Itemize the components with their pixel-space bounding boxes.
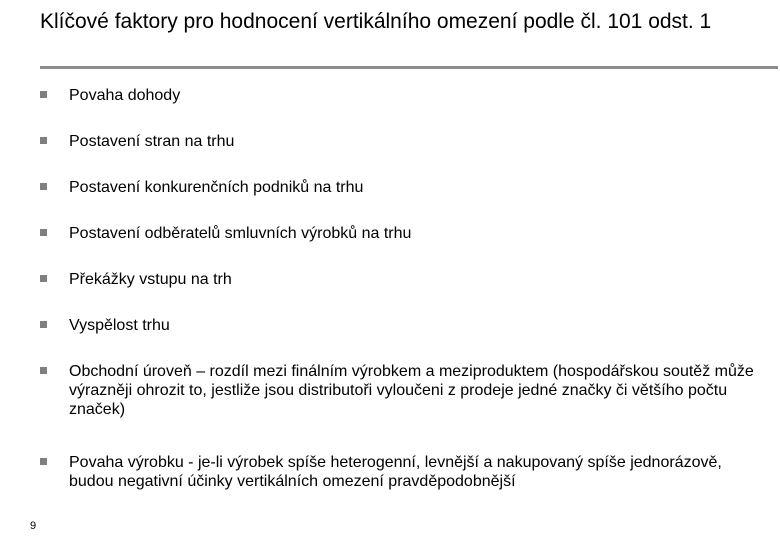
bullet-item [40, 362, 760, 419]
bullet-item [40, 316, 760, 335]
page-number: 9 [30, 520, 37, 532]
square-bullet-icon [40, 137, 47, 144]
square-bullet-icon [40, 275, 47, 282]
square-bullet-icon [40, 229, 47, 236]
bullet-item [40, 178, 760, 197]
bullet-list [40, 86, 760, 491]
square-bullet-icon [40, 321, 47, 328]
bullet-text: Povaha dohody [69, 87, 181, 104]
square-bullet-icon [40, 91, 47, 98]
square-bullet-icon [40, 183, 47, 190]
slide-title: Klíčové faktory pro hodnocení vertikálního omezení podle čl. 101 odst. 1 [40, 10, 712, 33]
square-bullet-icon [40, 367, 47, 374]
bullet-item [40, 453, 760, 491]
bullet-text: Postavení stran na trhu [69, 133, 235, 150]
bullet-text: Postavení odběratelů smluvních výrobků na trhu [69, 225, 412, 242]
bullet-item [40, 224, 760, 243]
square-bullet-icon [40, 458, 47, 465]
bullet-text: Vyspělost trhu [69, 317, 170, 334]
bullet-text: Obchodní úroveň – rozdíl mezi finálním výrobkem a meziproduktem (hospodářskou soutěž může výrazněji ohrozit to, jestliže jsou distributoři vyloučeni z prodeje jedné značky či většího počtu značek) [69, 363, 754, 418]
title-divider [40, 66, 778, 69]
bullet-item [40, 86, 760, 105]
bullet-text: Překážky vstupu na trh [69, 271, 232, 288]
bullet-item [40, 270, 760, 289]
bullet-item [40, 132, 760, 151]
bullet-text: Postavení konkurenčních podniků na trhu [69, 179, 364, 196]
bullet-text: Povaha výrobku - je-li výrobek spíše heterogenní, levnější a nakupovaný spíše jednorázově, budou negativní účinky vertikálních omezení pravděpodobnější [69, 454, 722, 490]
